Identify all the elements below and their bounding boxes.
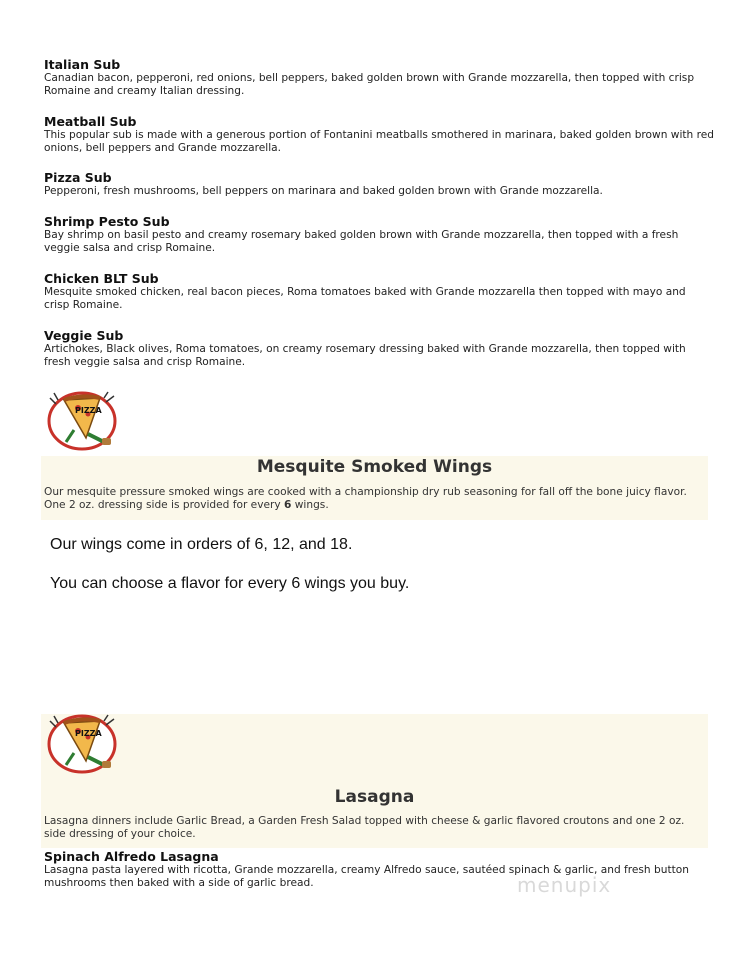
section-title-lasagna: Lasagna [334, 787, 415, 807]
pizza-mascot-logo [44, 390, 122, 452]
section-title-wings: Mesquite Smoked Wings [256, 457, 493, 477]
menu-item-pizza-sub [44, 170, 714, 198]
item-description: Artichokes, Black olives, Roma tomatoes, on creamy rosemary dressing baked with Grande mozzarella, then topped with fresh veggie salsa and crisp Romaine. [44, 343, 686, 368]
wings-desc-line1: Our mesquite pressure smoked wings are cooked with a championship dry rub seasoning for fall off the bone juicy flavor. [44, 486, 687, 498]
menupix-watermark: menupix [517, 873, 612, 897]
pizza-mascot-icon [44, 713, 122, 775]
item-name: Veggie Sub [44, 328, 124, 343]
lasagna-description: Lasagna dinners include Garlic Bread, a Garden Fresh Salad topped with cheese & garlic flavored croutons and one 2 oz. side dressing of your choice. [44, 815, 685, 840]
item-description: Mesquite smoked chicken, real bacon pieces, Roma tomatoes baked with Grande mozzarella then topped with mayo and crisp Romaine. [44, 286, 686, 311]
item-description: This popular sub is made with a generous portion of Fontanini meatballs smothered in marinara, baked golden brown with red onions, bell peppers and Grande mozzarella. [44, 129, 714, 154]
wings-note-orders: Our wings come in orders of 6, 12, and 18. [50, 536, 353, 553]
wings-description [44, 486, 706, 512]
item-name: Pizza Sub [44, 170, 112, 185]
item-description: Canadian bacon, pepperoni, red onions, bell peppers, baked golden brown with Grande mozzarella, then topped with crisp Romaine and creamy Italian dressing. [44, 72, 695, 97]
item-name: Chicken BLT Sub [44, 271, 159, 286]
menu-item-shrimp-pesto-sub [44, 214, 714, 255]
menu-item-veggie-sub [44, 328, 714, 369]
logo-text: PIZZA [75, 406, 102, 415]
item-description: Lasagna pasta layered with ricotta, Grande mozzarella, creamy Alfredo sauce, sautéed spinach & garlic, and fresh button mushrooms then baked with a side of garlic bread. [44, 864, 689, 889]
item-name: Italian Sub [44, 57, 121, 72]
wings-note-flavor: You can choose a flavor for every 6 wings you buy. [50, 575, 410, 592]
item-name: Shrimp Pesto Sub [44, 214, 170, 229]
item-description: Bay shrimp on basil pesto and creamy rosemary baked golden brown with Grande mozzarella, then topped with a fresh veggie salsa and crisp Romaine. [44, 229, 679, 254]
wings-desc-line2: One 2 oz. dressing side is provided for every [44, 499, 281, 511]
item-name: Meatball Sub [44, 114, 137, 129]
item-description: Pepperoni, fresh mushrooms, bell peppers on marinara and baked golden brown with Grande mozzarella. [44, 185, 603, 197]
menu-item-spinach-alfredo-lasagna [44, 849, 714, 890]
logo-text: PIZZA [75, 729, 102, 738]
pizza-mascot-icon [44, 390, 122, 452]
wings-desc-count: 6 [284, 499, 292, 511]
wings-desc-end: wings. [294, 499, 329, 511]
pizza-mascot-logo [44, 713, 122, 775]
menu-item-meatball-sub [44, 114, 714, 155]
menu-item-italian-sub [44, 57, 714, 98]
item-name: Spinach Alfredo Lasagna [44, 849, 219, 864]
menu-item-chicken-blt-sub [44, 271, 714, 312]
